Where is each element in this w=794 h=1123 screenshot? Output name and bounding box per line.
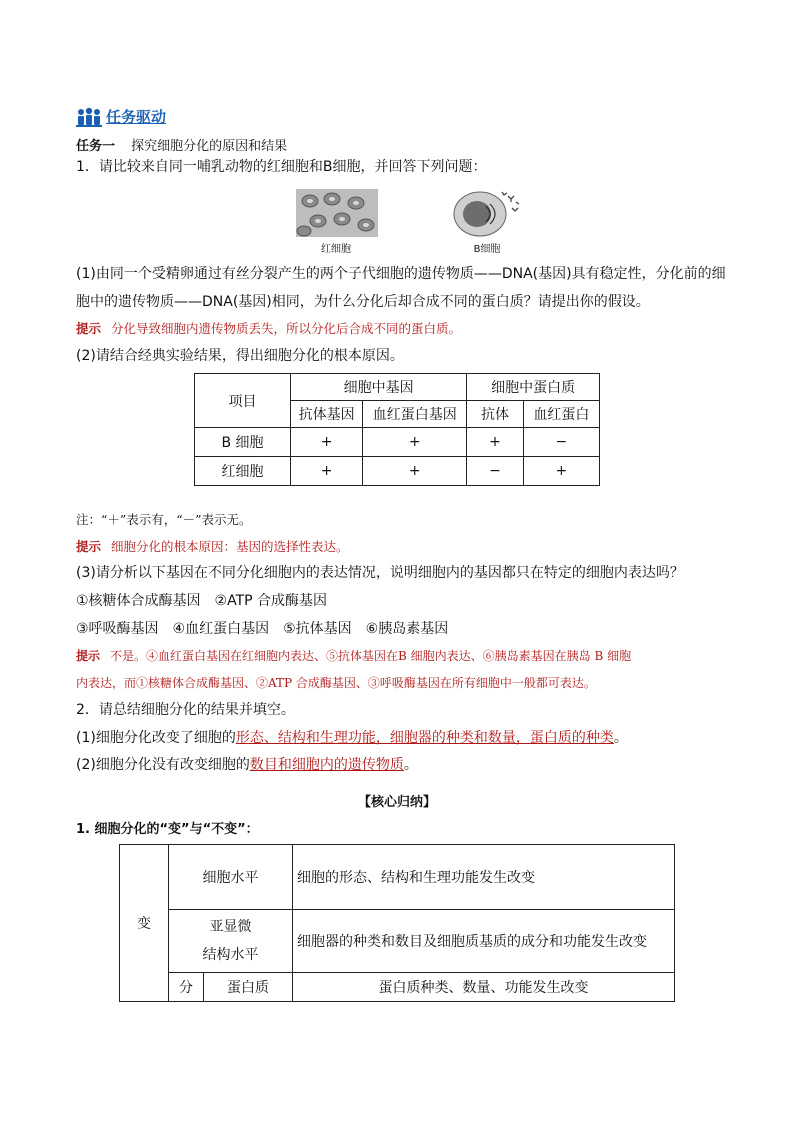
q2-1-answer: 形态、结构和生理功能，细胞器的种类和数量，蛋白质的种类	[235, 730, 614, 746]
table-cell: −	[467, 457, 523, 486]
table-cell: +	[291, 457, 363, 486]
table-cell: +	[467, 428, 523, 457]
hint-1	[76, 319, 461, 339]
table-sub-header: 抗体基因	[291, 401, 363, 428]
table-sub-header: 血红蛋白基因	[363, 401, 467, 428]
core-summary-title: 【核心归纳】	[357, 795, 436, 810]
desc-cell: 细胞的形态、结构和生理功能发生改变	[293, 845, 675, 910]
row-name: 红细胞	[195, 457, 291, 486]
q2-1	[76, 728, 628, 748]
table-header-genes: 细胞中基因	[291, 374, 467, 401]
table-cell: +	[363, 457, 467, 486]
row-name: B 细胞	[195, 428, 291, 457]
q2-1-suffix: 。	[613, 730, 628, 746]
task1-text: 探究细胞分化的原因和结果	[131, 139, 288, 154]
q1-3-line2: ①核糖体合成酶基因 ②ATP 合成酶基因	[76, 593, 328, 609]
q2-2-suffix: 。	[403, 757, 418, 773]
desc-cell: 细胞器的种类和数目及细胞质基质的成分和功能发生改变	[293, 910, 675, 973]
table-cell: +	[291, 428, 363, 457]
q2-2-answer: 数目和细胞内的遗传物质	[249, 757, 404, 773]
hint-3-label: 提示	[76, 649, 101, 663]
q1-1-line1: (1)由同一个受精卵通过有丝分裂产生的两个子代细胞的遗传物质——DNA(基因)具有稳定性，分化前的细	[76, 266, 726, 282]
sub-cell: 分	[169, 973, 204, 1002]
hint-1-text: 分化导致细胞内遗传物质丢失，所以分化后合成不同的蛋白质。	[111, 321, 462, 336]
table-cell: +	[523, 457, 599, 486]
level-cell: 细胞水平	[169, 845, 293, 910]
desc-cell: 蛋白质种类、数量、功能发生改变	[293, 973, 675, 1002]
q2-1-prefix: (1)细胞分化改变了细胞的	[76, 730, 236, 746]
q1-3-line3: ③呼吸酶基因 ④血红蛋白基因 ⑤抗体基因 ⑥胰岛素基因	[76, 621, 449, 637]
table-cell: −	[523, 428, 599, 457]
gene-expression-table	[194, 373, 600, 486]
hint-2-text: 细胞分化的根本原因：基因的选择性表达。	[111, 539, 349, 554]
table-sub-header: 血红蛋白	[523, 401, 599, 428]
sub-cell: 蛋白质	[204, 973, 293, 1002]
bcell-caption: B细胞	[473, 244, 501, 255]
table-row	[195, 457, 600, 486]
level-line-b: 结构水平	[202, 947, 259, 963]
b-cell-image	[450, 188, 524, 238]
table-header-item: 项目	[195, 374, 291, 428]
change-summary-table	[119, 844, 675, 1002]
level-line-a: 亚显微	[209, 919, 252, 935]
question-1: 1．请比较来自同一哺乳动物的红细胞和B细胞，并回答下列问题：	[76, 159, 487, 175]
question-2: 2．请总结细胞分化的结果并填空。	[76, 702, 295, 718]
q2-2-prefix: (2)细胞分化没有改变细胞的	[76, 757, 250, 773]
q1-1-line2: 胞中的遗传物质——DNA(基因)相同，为什么分化后却合成不同的蛋白质？请提出你的假设。	[76, 294, 650, 310]
table-sub-header: 抗体	[467, 401, 523, 428]
hint-1-label: 提示	[76, 321, 102, 336]
q1-3-line1: (3)请分析以下基因在不同分化细胞内的表达情况，说明细胞内的基因都只在特定的细胞内表达吗？	[76, 565, 684, 581]
section-heading	[76, 106, 166, 127]
section-title: 任务驱动	[106, 108, 167, 126]
summary-title: 1. 细胞分化的“变”与“不变”：	[76, 822, 259, 837]
q1-2: (2)请结合经典实验结果，得出细胞分化的根本原因。	[76, 348, 404, 364]
hint-3-line1	[76, 646, 631, 666]
level-cell	[169, 910, 293, 973]
table-row	[195, 428, 600, 457]
hint-2-label: 提示	[76, 539, 102, 554]
table-header-proteins: 细胞中蛋白质	[467, 374, 600, 401]
hint-3-text1: 不是。④血红蛋白基因在红细胞内表达、⑤抗体基因在B 细胞内表达、⑥胰岛素基因在胰岛 B 细胞	[110, 649, 632, 663]
red-blood-cell-image	[296, 189, 378, 237]
rbc-caption: 红细胞	[321, 244, 351, 255]
table-note: 注：“＋”表示有，“－”表示无。	[76, 512, 252, 527]
task1-label: 任务一	[76, 139, 116, 154]
change-label: 变	[120, 845, 169, 1002]
people-group-icon	[76, 107, 102, 127]
hint-2	[76, 537, 349, 557]
q2-2	[76, 755, 418, 775]
table-cell: +	[363, 428, 467, 457]
hint-3-line2: 内表达，而①核糖体合成酶基因、②ATP 合成酶基因、③呼吸酶基因在所有细胞中一般都可表达。	[76, 676, 596, 690]
task1-title	[76, 137, 287, 157]
